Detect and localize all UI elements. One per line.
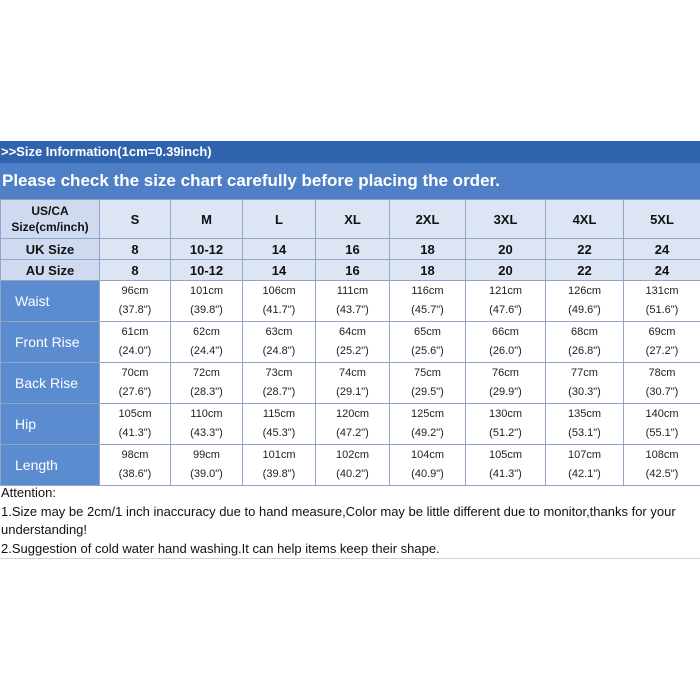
measurement-cell	[466, 445, 546, 486]
measurement-cm: 135cm	[567, 408, 602, 420]
au-size-cell: 24	[624, 260, 700, 281]
measurement-cell	[546, 363, 624, 404]
au-size-row	[1, 260, 700, 281]
measurement-inch: (49.2")	[411, 427, 444, 439]
measurement-inch: (43.3")	[190, 427, 223, 439]
size-s-header: S	[100, 200, 171, 239]
measurement-inch: (29.5")	[411, 386, 444, 398]
measurement-cell	[316, 445, 390, 486]
measurement-inch: (26.0")	[489, 345, 522, 357]
measurement-cm: 105cm	[118, 408, 152, 420]
size-table	[0, 199, 700, 486]
measurement-cell	[624, 445, 700, 486]
measurement-inch: (51.2")	[489, 427, 522, 439]
measurement-cm: 77cm	[571, 367, 598, 379]
uk-size-cell: 16	[316, 239, 390, 260]
measurement-cm: 69cm	[648, 326, 676, 338]
size-m-header: M	[171, 200, 243, 239]
measurement-inch: (29.1")	[336, 386, 369, 398]
uk-size-cell: 14	[243, 239, 316, 260]
measurement-cell	[466, 404, 546, 445]
measurement-cell	[316, 322, 390, 363]
measurement-inch: (41.3")	[118, 427, 152, 439]
measurement-inch: (25.6")	[411, 345, 444, 357]
measurement-inch: (27.6")	[118, 386, 152, 398]
measurement-cell	[624, 404, 700, 445]
measurement-row	[1, 322, 700, 363]
measurement-cm: 131cm	[645, 285, 679, 297]
au-size-cell: 18	[390, 260, 466, 281]
size-xl-header: XL	[316, 200, 390, 239]
measurement-label: Hip	[1, 404, 100, 445]
uk-size-cell: 18	[390, 239, 466, 260]
measurement-inch: (51.6")	[645, 304, 679, 316]
measurement-label: Front Rise	[1, 322, 100, 363]
au-size-cell: 8	[100, 260, 171, 281]
uk-size-cell: 20	[466, 239, 546, 260]
attention-note-1: 1.Size may be 2cm/1 inch inaccuracy due to hand measure,Color may be little different due to monitor,thanks for your understanding!	[1, 503, 676, 537]
measurement-row	[1, 281, 700, 322]
measurement-cell	[390, 363, 466, 404]
measurement-cell	[390, 404, 466, 445]
measurement-cell	[100, 322, 171, 363]
measurement-cm: 75cm	[414, 367, 441, 379]
au-size-cell: 22	[546, 260, 624, 281]
measurement-cm: 99cm	[193, 449, 220, 461]
uk-size-row	[1, 239, 700, 260]
measurement-inch: (41.3")	[489, 468, 522, 480]
measurement-cm: 104cm	[410, 449, 445, 461]
measurement-row	[1, 363, 700, 404]
size-chart	[0, 141, 700, 559]
measurement-inch: (29.9")	[489, 386, 522, 398]
measurement-cm: 130cm	[488, 408, 523, 420]
measurement-cm: 76cm	[492, 367, 519, 379]
measurement-cm: 120cm	[335, 408, 370, 420]
attention-notes	[0, 484, 700, 559]
measurement-cm: 73cm	[265, 367, 293, 379]
measurement-cm: 72cm	[193, 367, 220, 379]
measurement-inch: (42.1")	[568, 468, 601, 480]
measurement-cell	[243, 404, 316, 445]
measurement-cm: 115cm	[262, 408, 296, 420]
measurement-inch: (24.4")	[190, 345, 223, 357]
measurement-inch: (42.5")	[645, 468, 679, 480]
measurement-label: Length	[1, 445, 100, 486]
measurement-cm: 68cm	[571, 326, 598, 338]
measurement-cell	[624, 363, 700, 404]
measurement-inch: (43.7")	[336, 304, 369, 316]
size-header-row	[1, 200, 700, 239]
measurement-cell	[100, 404, 171, 445]
size-2xl-header: 2XL	[390, 200, 466, 239]
size-info-title: >>Size Information(1cm=0.39inch)	[0, 141, 700, 163]
measurement-inch: (45.7")	[411, 304, 444, 316]
measurement-cm: 98cm	[121, 449, 149, 461]
measurement-inch: (40.9")	[411, 468, 444, 480]
measurement-cell	[171, 445, 243, 486]
measurement-cell	[546, 445, 624, 486]
measurement-cell	[316, 281, 390, 322]
measurement-inch: (39.8")	[190, 304, 223, 316]
measurement-cm: 96cm	[121, 285, 149, 297]
measurement-inch: (25.2")	[336, 345, 369, 357]
measurement-inch: (24.8")	[262, 345, 296, 357]
measurement-cm: 70cm	[121, 367, 149, 379]
uk-size-cell: 24	[624, 239, 700, 260]
measurement-cm: 66cm	[492, 326, 519, 338]
corner-line-1: US/CA	[31, 204, 69, 218]
measurement-cm: 74cm	[339, 367, 366, 379]
measurement-cm: 140cm	[645, 408, 679, 420]
measurement-cm: 101cm	[262, 449, 296, 461]
measurement-cell	[624, 281, 700, 322]
measurement-cell	[243, 363, 316, 404]
measurement-inch: (28.7")	[262, 386, 296, 398]
measurement-inch: (37.8")	[118, 304, 152, 316]
measurement-cell	[100, 281, 171, 322]
measurement-inch: (49.6")	[568, 304, 601, 316]
measurement-cm: 64cm	[339, 326, 366, 338]
measurement-cell	[316, 363, 390, 404]
measurement-cell	[466, 363, 546, 404]
measurement-row	[1, 445, 700, 486]
measurement-cm: 102cm	[335, 449, 370, 461]
measurement-cell	[390, 281, 466, 322]
measurement-inch: (27.2")	[645, 345, 679, 357]
measurement-cm: 116cm	[411, 285, 444, 297]
measurement-cell	[546, 322, 624, 363]
size-3xl-header: 3XL	[466, 200, 546, 239]
measurement-cm: 65cm	[414, 326, 441, 338]
measurement-cell	[171, 322, 243, 363]
measurement-row	[1, 404, 700, 445]
measurement-cm: 111cm	[336, 285, 369, 297]
measurement-cell	[100, 363, 171, 404]
measurement-inch: (24.0")	[118, 345, 152, 357]
au-size-cell: 16	[316, 260, 390, 281]
measurement-inch: (38.6")	[118, 468, 152, 480]
corner-line-2: Size(cm/inch)	[11, 220, 89, 234]
measurement-cell	[171, 363, 243, 404]
measurement-cm: 126cm	[567, 285, 602, 297]
measurement-label: Back Rise	[1, 363, 100, 404]
measurement-inch: (41.7")	[262, 304, 296, 316]
uk-size-label: UK Size	[1, 239, 100, 260]
attention-note-2: 2.Suggestion of cold water hand washing.It can help items keep their shape.	[1, 540, 440, 556]
measurement-cell	[546, 281, 624, 322]
measurement-inch: (30.7")	[645, 386, 679, 398]
measurement-inch: (47.2")	[336, 427, 369, 439]
measurement-cell	[100, 445, 171, 486]
measurement-inch: (39.0")	[190, 468, 223, 480]
measurement-inch: (40.2")	[336, 468, 369, 480]
measurement-inch: (47.6")	[489, 304, 522, 316]
measurement-cm: 63cm	[265, 326, 293, 338]
measurement-cell	[624, 322, 700, 363]
measurement-cm: 78cm	[648, 367, 676, 379]
measurement-cell	[171, 404, 243, 445]
measurement-cell	[243, 322, 316, 363]
measurement-cell	[466, 281, 546, 322]
measurement-cell	[546, 404, 624, 445]
au-size-cell: 14	[243, 260, 316, 281]
uk-size-cell: 10-12	[171, 239, 243, 260]
measurement-cm: 108cm	[645, 449, 679, 461]
measurement-cell	[466, 322, 546, 363]
measurement-cm: 101cm	[189, 285, 224, 297]
measurement-cm: 110cm	[190, 408, 223, 420]
measurement-cm: 62cm	[193, 326, 220, 338]
measurement-cm: 106cm	[262, 285, 296, 297]
au-size-cell: 20	[466, 260, 546, 281]
measurement-cm: 121cm	[488, 285, 523, 297]
au-size-cell: 10-12	[171, 260, 243, 281]
measurement-cm: 107cm	[567, 449, 602, 461]
measurement-rows	[1, 281, 700, 486]
measurement-cell	[390, 322, 466, 363]
measurement-cm: 125cm	[410, 408, 445, 420]
measurement-inch: (26.8")	[568, 345, 601, 357]
size-4xl-header: 4XL	[546, 200, 624, 239]
measurement-cell	[171, 281, 243, 322]
measurement-label: Waist	[1, 281, 100, 322]
au-size-label: AU Size	[1, 260, 100, 281]
uk-size-cell: 8	[100, 239, 171, 260]
measurement-inch: (45.3")	[262, 427, 296, 439]
size-header-corner	[1, 200, 100, 239]
order-notice: Please check the size chart carefully before placing the order.	[0, 163, 700, 199]
measurement-inch: (28.3")	[190, 386, 223, 398]
measurement-inch: (55.1")	[645, 427, 679, 439]
uk-size-cell: 22	[546, 239, 624, 260]
measurement-cell	[390, 445, 466, 486]
measurement-cell	[243, 281, 316, 322]
measurement-cm: 61cm	[121, 326, 149, 338]
size-l-header: L	[243, 200, 316, 239]
measurement-cell	[243, 445, 316, 486]
attention-heading: Attention:	[1, 485, 56, 500]
measurement-inch: (39.8")	[262, 468, 296, 480]
measurement-cm: 105cm	[488, 449, 523, 461]
measurement-inch: (53.1")	[568, 427, 601, 439]
measurement-cell	[316, 404, 390, 445]
measurement-inch: (30.3")	[568, 386, 601, 398]
size-5xl-header: 5XL	[624, 200, 700, 239]
